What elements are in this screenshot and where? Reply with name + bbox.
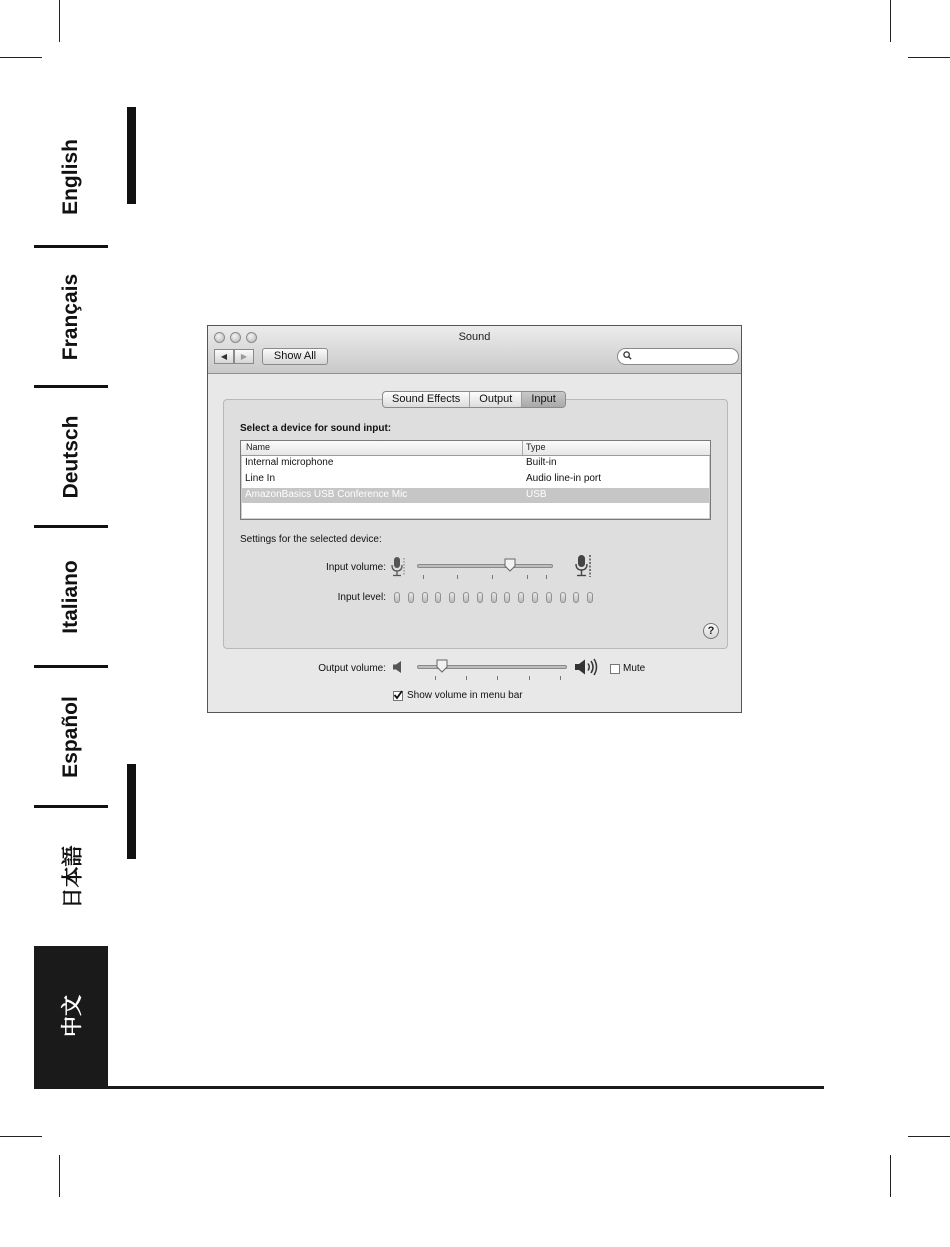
slider-tick <box>560 676 561 680</box>
crop-mark <box>59 0 60 42</box>
level-segment <box>394 592 400 603</box>
back-button[interactable] <box>214 349 234 364</box>
input-volume-slider[interactable] <box>417 556 553 580</box>
sound-preferences-window <box>207 325 742 713</box>
bottom-rule <box>34 1086 824 1089</box>
lang-tab-label: Italiano <box>58 560 82 634</box>
table-row-selected[interactable] <box>242 488 709 503</box>
section-marker <box>127 764 136 859</box>
lang-tab-espanol[interactable] <box>34 670 108 804</box>
lang-tab-label: Español <box>59 696 82 778</box>
input-level-label: Input level: <box>337 592 386 603</box>
device-table <box>240 440 711 520</box>
slider-tick <box>546 575 547 579</box>
lang-divider <box>34 385 108 388</box>
level-segment <box>463 592 469 603</box>
crop-mark <box>0 1136 42 1137</box>
lang-tab-label: Deutsch <box>59 415 83 499</box>
forward-button[interactable] <box>234 349 254 364</box>
microphone-low-icon <box>391 556 407 578</box>
magnifier-icon <box>623 351 632 360</box>
show-all-button[interactable]: Show All <box>262 348 328 365</box>
help-button[interactable]: ? <box>703 623 719 639</box>
slider-tick <box>457 575 458 579</box>
search-field[interactable] <box>617 348 739 365</box>
column-header-type[interactable]: Type <box>526 442 546 452</box>
output-volume-slider[interactable] <box>417 657 567 681</box>
table-row[interactable] <box>242 472 709 487</box>
slider-thumb[interactable] <box>504 558 516 572</box>
level-segment <box>587 592 593 603</box>
lang-divider <box>34 805 108 808</box>
search-input[interactable] <box>636 350 732 363</box>
lang-tab-italiano[interactable] <box>34 530 108 664</box>
lang-tab-japanese[interactable] <box>34 810 108 944</box>
level-segment <box>435 592 441 603</box>
lang-divider <box>34 665 108 668</box>
table-header <box>241 441 710 456</box>
speaker-low-icon <box>392 660 404 674</box>
input-volume-label: Input volume: <box>325 562 386 573</box>
crop-mark <box>890 0 891 42</box>
level-segment <box>491 592 497 603</box>
slider-tick <box>529 676 530 680</box>
lang-tab-chinese[interactable] <box>34 946 108 1086</box>
column-header-name[interactable]: Name <box>246 442 271 452</box>
device-name: Internal microphone <box>245 457 334 468</box>
lang-tab-label: 中文 <box>61 995 84 1037</box>
slider-tick <box>435 676 436 680</box>
lang-tab-francais[interactable] <box>34 250 108 384</box>
tab-input[interactable]: Input <box>522 392 564 407</box>
tab-output[interactable]: Output <box>470 392 522 407</box>
input-panel <box>223 399 728 649</box>
lang-tab-label: English <box>59 139 82 215</box>
lang-tab-deutsch[interactable] <box>34 390 108 524</box>
section-marker <box>127 107 136 204</box>
lang-tab-label: 日本語 <box>61 845 84 909</box>
lang-tab-english[interactable] <box>34 110 108 244</box>
device-name: Line In <box>245 473 276 484</box>
lang-divider <box>34 245 108 248</box>
pane-tabs <box>382 391 566 408</box>
level-segment <box>504 592 510 603</box>
checkmark-icon <box>393 690 403 700</box>
level-segment <box>573 592 579 603</box>
device-type: USB <box>526 489 547 500</box>
speaker-high-icon <box>574 658 598 676</box>
window-title: Sound <box>458 331 491 343</box>
slider-track <box>417 564 553 568</box>
level-segment <box>546 592 552 603</box>
show-volume-checkbox[interactable] <box>393 691 403 701</box>
crop-mark <box>890 1155 891 1197</box>
slider-tick <box>423 575 424 579</box>
select-device-heading: Select a device for sound input: <box>240 423 392 434</box>
table-row[interactable] <box>242 456 709 471</box>
lang-divider <box>34 525 108 528</box>
crop-mark <box>59 1155 60 1197</box>
show-volume-label: Show volume in menu bar <box>407 690 523 701</box>
slider-thumb[interactable] <box>436 659 448 673</box>
tab-sound-effects[interactable]: Sound Effects <box>383 392 470 407</box>
level-segment <box>477 592 483 603</box>
device-type: Audio line-in port <box>526 473 602 484</box>
back-arrow-icon: ◀ <box>220 352 228 361</box>
title-bar <box>208 326 741 374</box>
slider-tick <box>492 575 493 579</box>
level-segment <box>560 592 566 603</box>
level-segment <box>518 592 524 603</box>
level-segment <box>408 592 414 603</box>
level-segment <box>532 592 538 603</box>
device-type: Built-in <box>526 457 557 468</box>
slider-tick <box>466 676 467 680</box>
slider-tick <box>527 575 528 579</box>
level-segment <box>422 592 428 603</box>
column-divider <box>522 441 523 455</box>
crop-mark <box>908 1136 950 1137</box>
forward-arrow-icon: ▶ <box>240 352 248 361</box>
mute-label: Mute <box>623 663 646 674</box>
lang-tab-label: Français <box>59 273 83 361</box>
crop-mark <box>0 57 42 58</box>
crop-mark <box>908 57 950 58</box>
output-volume-label: Output volume: <box>318 663 386 674</box>
level-segment <box>449 592 455 603</box>
mute-checkbox[interactable] <box>610 664 620 674</box>
slider-tick <box>497 676 498 680</box>
settings-heading: Settings for the selected device: <box>240 534 382 545</box>
device-name: AmazonBasics USB Conference Mic <box>245 489 408 500</box>
input-level-meter <box>394 592 604 604</box>
microphone-high-icon <box>575 554 593 578</box>
